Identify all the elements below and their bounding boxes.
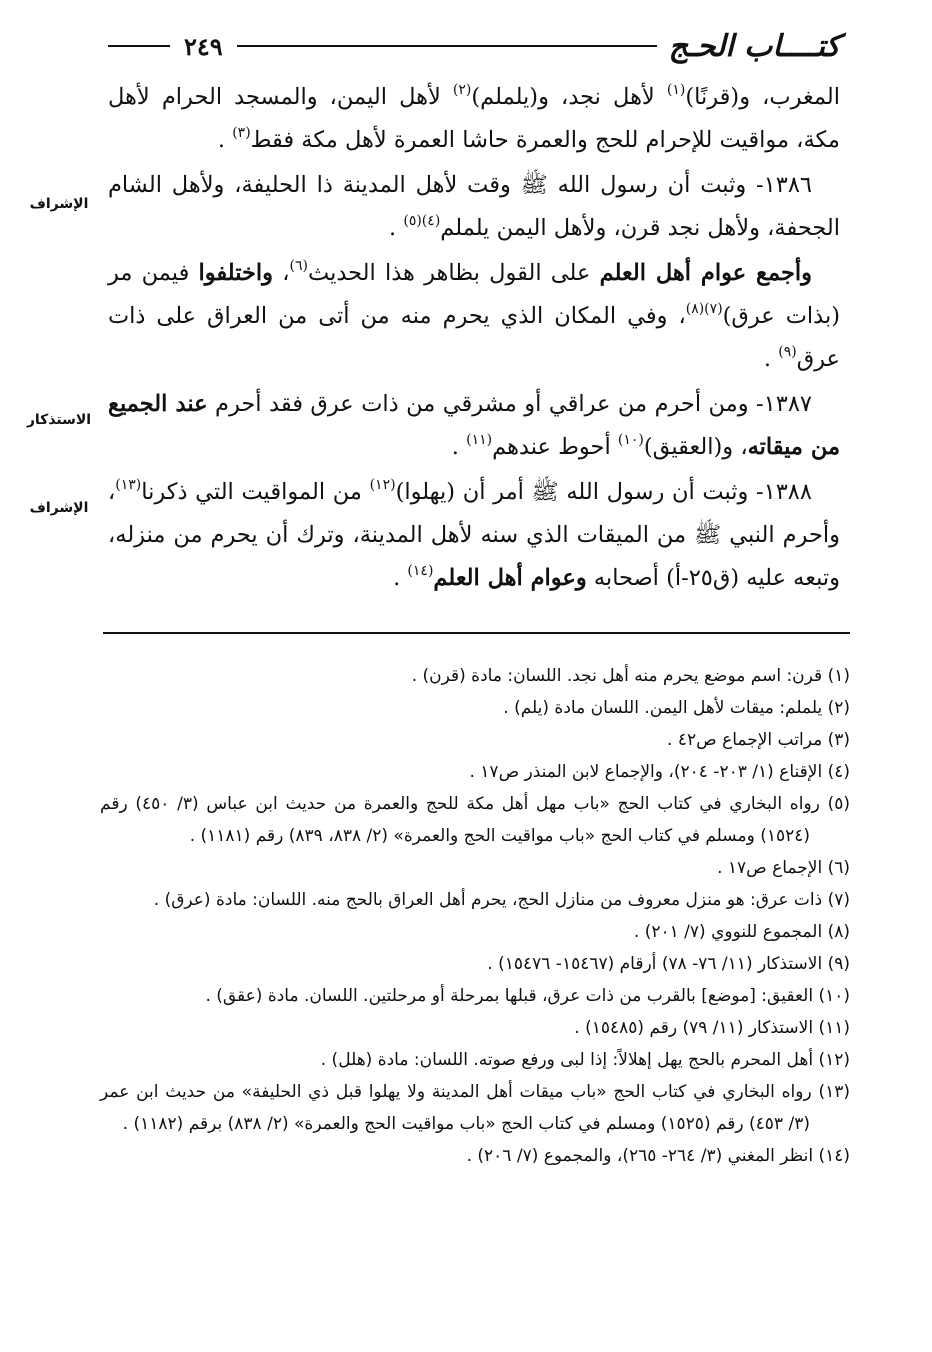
footnote: (١٣) رواه البخاري في كتاب الحج «باب ميقات أهل المدينة ولا يهلوا قبل ذي الحليفة» من حديث ابن عمر (٣/ ٤٥٣) رقم (١٥٢٥) ومسلم في كتاب الحج «باب مواقيت الحج والعمرة» (٢/ ٨٣٨) برقم (١١٨٢) . [100,1082,850,1134]
footnote-ref: (١) [666,82,686,98]
footnote: (٦) الإجماع ص١٧ . [717,858,850,878]
margin-note: الاستذكار [26,412,92,428]
footnote: (٧) ذات عرق: هو منزل معروف من منازل الحج، يحرم أهل العراق بالحج منه. اللسان: مادة (عرق) . [153,890,850,910]
paragraph-1387: ١٣٨٧- ومن أحرم من عراقي أو مشرقي من ذات عرق فقد أحرم عند الجميع من ميقاته، و(العقيق)$^{(١٠)}$ أحوط عندهم$^{(١١)}$ . [108,391,840,460]
footnote-ref: (٢) [452,82,472,98]
footnote: (١٤) انظر المغني (٣/ ٢٦٤- ٢٦٥)، والمجموع (٧/ ٢٠٦) . [466,1146,850,1166]
margin-note: الإشراف [29,196,89,212]
page-header [108,26,840,66]
footnote: (١٢) أهل المحرم بالحج يهل إهلالاً: إذا لبى ورفع صوته. اللسان: مادة (هلل) . [320,1050,850,1070]
footnote-ref: (١١) [466,432,493,448]
paragraph-1386: ١٣٨٦- وثبت أن رسول الله ﷺ وقت لأهل المدينة ذا الحليفة، ولأهل الشام الجحفة، ولأهل نجد قرن، ولأهل اليمن يلملم$^{(٤)(٥)}$ . [108,172,840,241]
footnote-ref: (٧)(٨) [685,301,723,317]
page-number: ٢٤٩ [184,31,223,61]
main-text [108,76,840,600]
header-rule-short [108,45,170,47]
footnote: (٣) مراتب الإجماع ص٤٢ . [667,730,850,750]
running-title: كتــــاب الحـج [668,28,840,64]
footnote-ref: (٣) [232,125,251,141]
footnote-ref: (١٣) [115,477,142,493]
footnote-separator [103,632,850,634]
footnote: (٨) المجموع للنووي (٧/ ٢٠١) . [633,922,850,942]
paragraph-1388: ١٣٨٨- وثبت أن رسول الله ﷺ أمر أن (يهلوا)$^{(١٢)}$ من المواقيت التي ذكرنا$^{(١٣)}$، وأحرم النبي ﷺ من الميقات الذي سنه لأهل المدينة، وترك أن يحرم من منزله، وتبعه عليه (ق٢٥-أ) أصحابه وعوام أهل العلم$^{(١٤)}$ . [108,477,840,591]
footnote-ref: (٦) [289,258,308,274]
header-rule [237,45,657,47]
footnote: (١) قرن: اسم موضع يحرم منه أهل نجد. اللسان: مادة (قرن) . [411,666,850,686]
footnote: (١٠) العقيق: [موضع] بالقرب من ذات عرق، قبلها بمرحلة أو مرحلتين. اللسان. مادة (عقق) . [205,986,850,1006]
footnote: (٩) الاستذكار (١١/ ٧٦- ٧٨) أرقام (١٥٤٦٧- ١٥٤٧٦) . [487,954,850,974]
paragraph-consensus: وأجمع عوام أهل العلم على القول بظاهر هذا الحديث$^{(٦)}$، واختلفوا فيمن مر (بذات عرق)$^{(٧)(٨)}$، وفي المكان الذي يحرم منه من أتى من العراق على ذات عرق$^{(٩)}$ . [108,258,840,372]
footnote-ref: (١٠) [617,432,644,448]
footnote: (٢) يلملم: ميقات لأهل اليمن. اللسان مادة (يلم) . [503,698,850,718]
footnote-ref: (٩) [778,344,797,360]
margin-note: الإشراف [29,500,89,516]
footnote: (٥) رواه البخاري في كتاب الحج «باب مهل أهل مكة للحج والعمرة من حديث ابن عباس (٣/ ٤٥٠) رقم (١٥٢٤) ومسلم في كتاب الحج «باب مواقيت الحج والعمرة» (٢/ ٨٣٨، ٨٣٩) رقم (١١٨١) . [100,794,850,846]
footnote-ref: (٤)(٥) [403,213,441,229]
footnote: (٤) الإقناع (١/ ٢٠٣- ٢٠٤)، والإجماع لابن المنذر ص١٧ . [469,762,850,782]
footnote: (١١) الاستذكار (١١/ ٧٩) رقم (١٥٤٨٥) . [574,1018,850,1038]
footnote-ref: (١٤) [407,563,434,579]
paragraph-1: المغرب، و(قرنًا)$^{(١)}$ لأهل نجد، و(يلملم)$^{(٢)}$ لأهل اليمن، والمسجد الحرام لأهل مكة، مواقيت للإحرام للحج والعمرة حاشا العمرة لأهل مكة فقط$^{(٣)}$ . [108,82,840,153]
footnote-ref: (١٢) [369,477,396,493]
footnotes [100,660,850,1172]
